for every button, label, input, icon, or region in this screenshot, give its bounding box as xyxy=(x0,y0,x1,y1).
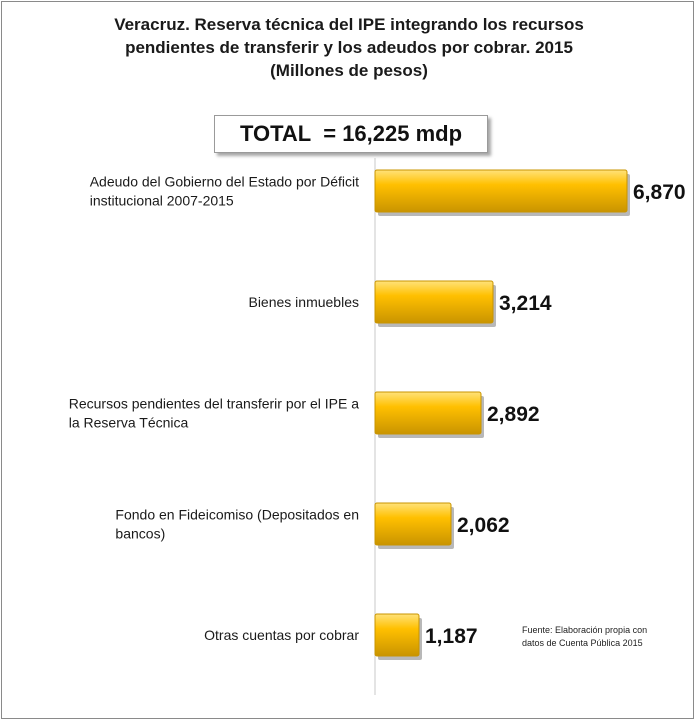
value-label: 2,892 xyxy=(487,403,540,426)
bar xyxy=(375,170,627,212)
category-label xyxy=(115,507,359,542)
category-label-line: Bienes inmuebles xyxy=(248,294,359,310)
bar xyxy=(375,503,451,545)
total-label: TOTAL xyxy=(239,121,312,146)
value-label: 2,062 xyxy=(457,514,510,537)
title-line: pendientes de transferir y los adeudos por cobrar. 2015 xyxy=(125,38,573,57)
category-label-line: Otras cuentas por cobrar xyxy=(204,627,359,643)
bar xyxy=(375,281,493,323)
bar xyxy=(375,392,481,434)
title-line: (Millones de pesos) xyxy=(270,61,428,80)
category-label xyxy=(90,174,359,209)
category-label-line: Adeudo del Gobierno del Estado por Déficit xyxy=(89,173,359,190)
category-label-line: la Reserva Técnica xyxy=(68,414,189,431)
category-label xyxy=(248,294,359,310)
value-label: 3,214 xyxy=(499,292,552,315)
category-label-line: institucional 2007-2015 xyxy=(89,192,234,209)
title-line: Veracruz. Reserva técnica del IPE integrando los recursos xyxy=(114,15,584,34)
total-value: = 16,225 mdp xyxy=(323,121,463,146)
category-label xyxy=(204,627,359,643)
bar xyxy=(375,614,419,656)
value-label: 6,870 xyxy=(633,181,686,204)
category-label-line: Recursos pendientes del transferir por el IPE a xyxy=(68,395,359,412)
footnote-line: datos de Cuenta Pública 2015 xyxy=(522,638,643,648)
category-label-line: bancos) xyxy=(115,525,166,542)
source-footnote xyxy=(522,624,672,650)
value-label: 1,187 xyxy=(425,625,478,648)
footnote-line: Fuente: Elaboración propia con xyxy=(522,625,648,635)
category-label-line: Fondo en Fideicomiso (Depositados en xyxy=(115,506,359,523)
category-label xyxy=(69,396,359,431)
